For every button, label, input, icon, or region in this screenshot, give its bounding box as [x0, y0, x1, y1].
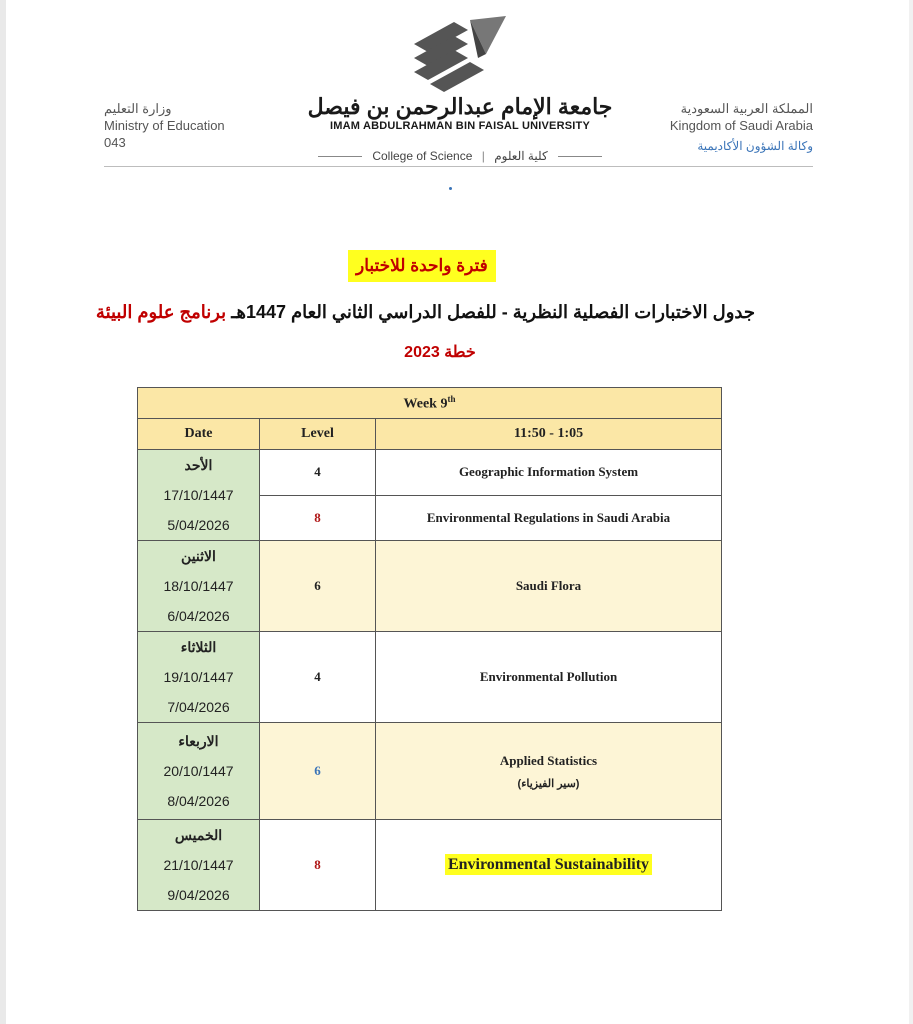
ministry-block	[104, 100, 225, 151]
header-time: 11:50 - 1:05	[376, 419, 722, 450]
course-cell: Saudi Flora	[376, 541, 722, 632]
kingdom-block	[670, 100, 813, 155]
header-row	[138, 419, 722, 450]
course-cell: Environmental Pollution	[376, 632, 722, 723]
page-edge-right	[909, 0, 913, 1024]
course-cell: Geographic Information System	[376, 450, 722, 496]
kingdom-ar: المملكة العربية السعودية	[680, 101, 813, 116]
course-cell	[376, 723, 722, 820]
ministry-en: Ministry of Education	[104, 118, 225, 133]
table-row	[138, 723, 722, 820]
course-cell	[376, 820, 722, 911]
header-date: Date	[138, 419, 260, 450]
header-level: Level	[260, 419, 376, 450]
page-edge-left	[0, 0, 6, 1024]
academic-affairs: وكالة الشؤون الأكاديمية	[697, 139, 813, 153]
date-cell: الاثنين 18/10/1447 6/04/2026	[138, 541, 260, 632]
dot-mark	[449, 187, 452, 190]
plan-label: خطة 2023	[404, 344, 476, 361]
date-cell: الخميس 21/10/1447 9/04/2026	[138, 820, 260, 911]
week-cell: Week 9th	[138, 388, 722, 419]
date-cell: الأحد 17/10/1447 5/04/2026	[138, 450, 260, 541]
level-cell: 8	[260, 820, 376, 911]
course-cell: Environmental Regulations in Saudi Arabia	[376, 495, 722, 541]
title-program: برنامج علوم البيئة	[95, 302, 227, 322]
page-title	[90, 302, 755, 323]
table-row	[138, 632, 722, 723]
exam-period-badge: فترة واحدة للاختبار	[348, 250, 496, 282]
ministry-code: 043	[104, 135, 126, 150]
title-main: جدول الاختبارات الفصلية النظرية - للفصل الدراسي الثاني العام 1447هـ	[226, 302, 755, 322]
college-line: College of Science | كلية العلوم	[318, 148, 602, 164]
week-row	[138, 388, 722, 419]
table-row	[138, 541, 722, 632]
course-name-highlighted: Environmental Sustainability	[445, 854, 652, 875]
date-cell: الثلاثاء 19/10/1447 7/04/2026	[138, 632, 260, 723]
table-row	[138, 450, 722, 496]
college-ar: كلية العلوم	[494, 149, 548, 163]
table-row	[138, 820, 722, 911]
university-logo-icon	[408, 14, 512, 94]
level-cell: 8	[260, 495, 376, 541]
course-name: Applied Statistics	[499, 752, 598, 768]
kingdom-en: Kingdom of Saudi Arabia	[669, 118, 813, 133]
level-cell: 6	[260, 723, 376, 820]
exam-schedule-table	[137, 387, 722, 911]
course-note: (سير الفيزياء)	[517, 777, 580, 790]
level-cell: 6	[260, 541, 376, 632]
university-name-ar: جامعة الإمام عبدالرحمن بن فيصل	[307, 94, 613, 119]
date-cell: الاربعاء 20/10/1447 8/04/2026	[138, 723, 260, 820]
university-name-en: IMAM ABDULRAHMAN BIN FAISAL UNIVERSITY	[330, 120, 590, 132]
level-cell: 4	[260, 450, 376, 496]
college-en: College of Science	[372, 149, 473, 163]
ministry-ar: وزارة التعليم	[104, 101, 172, 116]
header-divider	[104, 166, 813, 167]
level-cell: 4	[260, 632, 376, 723]
